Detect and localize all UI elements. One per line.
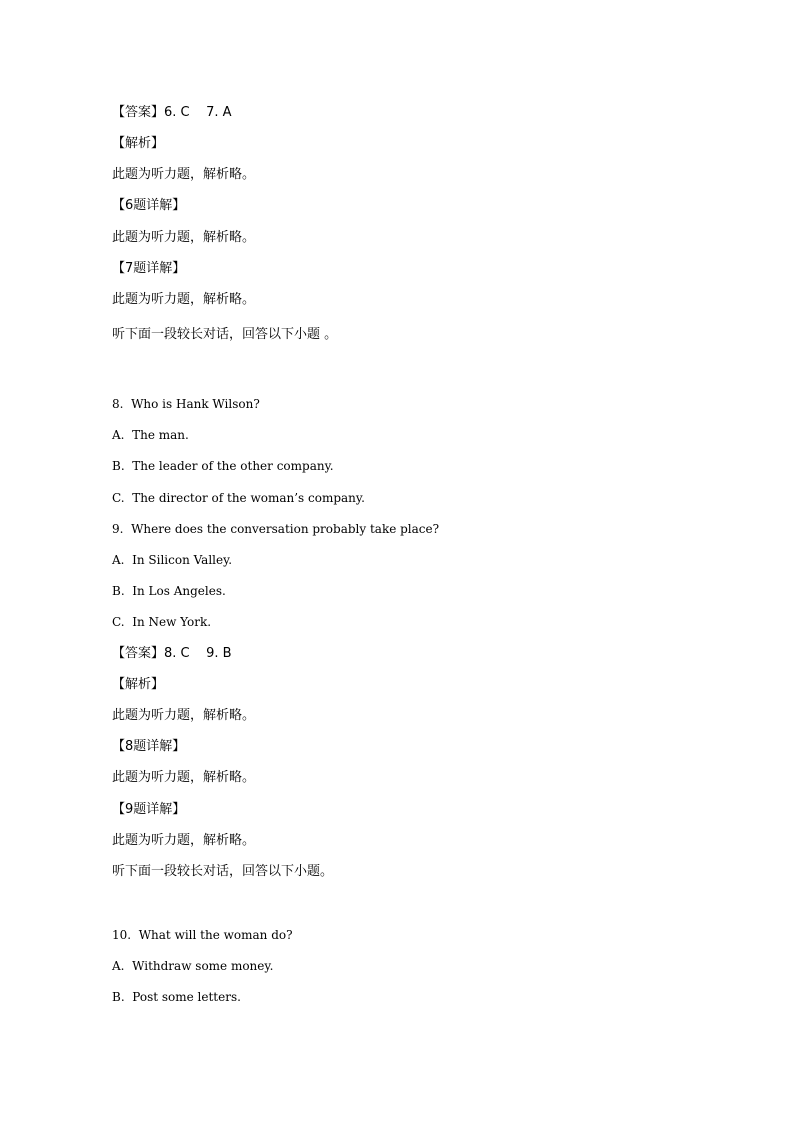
answer-line-6-7: 【答案】6. C 7. A	[112, 105, 232, 120]
question-9-option-a: A. In Silicon Valley.	[112, 553, 233, 567]
question-10-option-a: A. Withdraw some money.	[112, 959, 274, 973]
analysis-note: 此题为听力题，解析略。	[112, 770, 256, 785]
analysis-note: 此题为听力题，解析略。	[112, 708, 256, 723]
question-7-detail-heading: 【7题详解】	[112, 261, 186, 276]
question-8-option-b: B. The leader of the other company.	[112, 459, 334, 473]
analysis-heading: 【解析】	[112, 677, 165, 692]
analysis-note: 此题为听力题，解析略。	[112, 230, 256, 245]
question-8-option-c: C. The director of the woman’s company.	[112, 491, 365, 505]
analysis-note: 此题为听力题，解析略。	[112, 292, 256, 307]
question-8-option-a: A. The man.	[112, 428, 189, 442]
answer-line-8-9: 【答案】8. C 9. B	[112, 646, 232, 661]
question-6-detail-heading: 【6题详解】	[112, 198, 186, 213]
question-9-detail-heading: 【9题详解】	[112, 802, 186, 817]
listening-instruction: 听下面一段较长对话，回答以下小题 。	[112, 327, 338, 342]
listening-instruction: 听下面一段较长对话，回答以下小题。	[112, 864, 334, 879]
question-9-option-c: C. In New York.	[112, 615, 212, 629]
analysis-note: 此题为听力题，解析略。	[112, 167, 256, 182]
analysis-heading: 【解析】	[112, 136, 165, 151]
analysis-note: 此题为听力题，解析略。	[112, 833, 256, 848]
question-9: 9. Where does the conversation probably take place?	[112, 522, 440, 536]
question-8: 8. Who is Hank Wilson?	[112, 397, 260, 411]
question-8-detail-heading: 【8题详解】	[112, 739, 186, 754]
question-9-option-b: B. In Los Angeles.	[112, 584, 226, 598]
question-10-option-b: B. Post some letters.	[112, 990, 241, 1004]
question-10: 10. What will the woman do?	[112, 928, 293, 942]
